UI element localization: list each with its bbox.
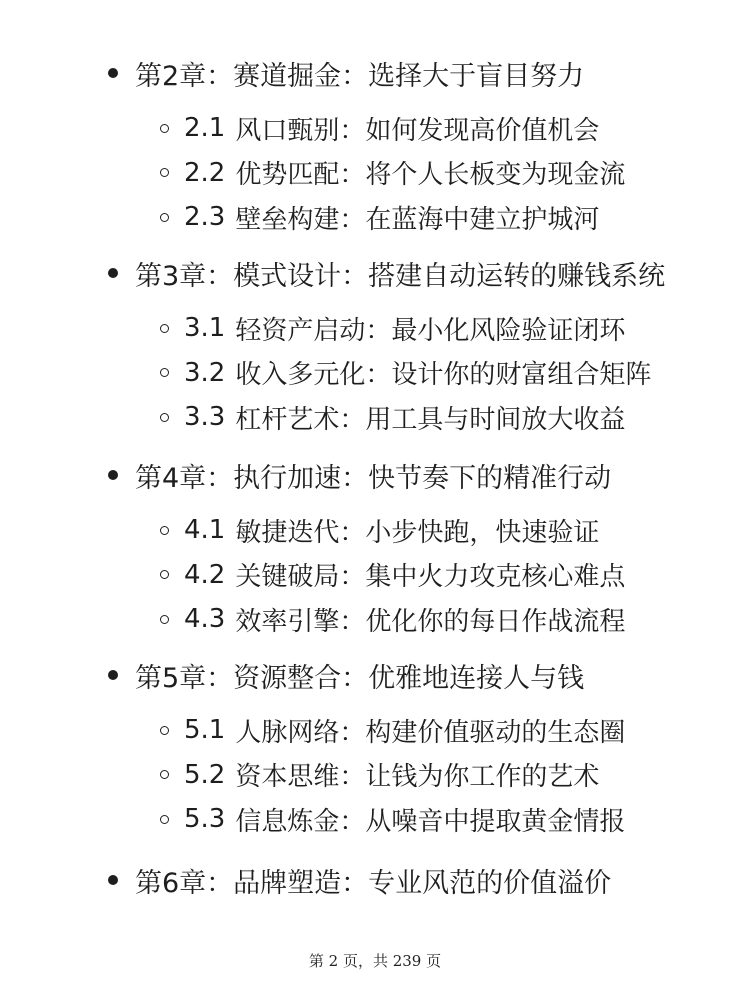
bullet-circle-icon [160, 124, 169, 133]
section-item [160, 755, 599, 795]
chapter-title: 第4章：执行加速：快节奏下的精准行动 [135, 462, 612, 494]
section-number: 4.1 [184, 515, 226, 545]
section-number: 3.1 [184, 313, 226, 343]
section-number: 5.2 [184, 759, 226, 790]
bullet-circle-icon [160, 770, 169, 779]
bullet-circle-icon [160, 526, 169, 535]
section-title: 资本思维：让钱为你工作的艺术 [235, 762, 600, 792]
bullet-circle-icon [160, 324, 169, 333]
chapter-heading [108, 860, 611, 900]
section-title: 杠杆艺术：用工具与时间放大收益 [235, 404, 626, 435]
section-item [160, 799, 625, 839]
bullet-disc-icon [108, 268, 118, 278]
page-number-footer: 第 2 页，共 239 页 [308, 952, 442, 970]
section-title: 信息炼金：从噪音中提取黄金情报 [235, 806, 626, 837]
chapter-heading [108, 455, 611, 495]
section-number: 5.1 [184, 715, 226, 745]
bullet-circle-icon [160, 570, 169, 579]
chapter-heading [108, 655, 584, 695]
chapter-heading [108, 253, 665, 293]
section-item [160, 197, 599, 237]
section-item [160, 308, 625, 348]
chapter-title: 第5章：资源整合：优雅地连接人与钱 [135, 662, 585, 694]
bullet-circle-icon [160, 815, 169, 824]
section-title: 效率引擎：优化你的每日作战流程 [235, 606, 626, 637]
section-title: 敏捷迭代：小步快跑，快速验证 [235, 517, 600, 548]
section-number: 4.3 [184, 604, 226, 634]
chapter-title: 第3章：模式设计：搭建自动运转的赚钱系统 [135, 260, 666, 292]
section-number: 2.2 [184, 157, 226, 188]
section-number: 3.2 [184, 357, 226, 388]
bullet-circle-icon [160, 213, 169, 222]
section-number: 2.1 [184, 113, 226, 143]
bullet-disc-icon [108, 670, 118, 680]
section-item [160, 397, 625, 437]
chapter-title: 第2章：赛道掘金：选择大于盲目努力 [135, 60, 585, 92]
section-item [160, 108, 599, 148]
section-number: 4.2 [184, 559, 226, 590]
section-number: 2.3 [184, 202, 226, 232]
section-title: 壁垒构建：在蓝海中建立护城河 [235, 204, 600, 235]
bullet-disc-icon [108, 68, 118, 78]
section-item [160, 353, 651, 393]
bullet-disc-icon [108, 875, 118, 885]
bullet-circle-icon [160, 615, 169, 624]
chapter-title: 第6章：品牌塑造：专业风范的价值溢价 [135, 867, 612, 899]
bullet-circle-icon [160, 413, 169, 422]
section-number: 3.3 [184, 402, 226, 432]
section-number: 5.3 [184, 804, 226, 834]
bullet-circle-icon [160, 168, 169, 177]
section-title: 优势匹配：将个人长板变为现金流 [235, 160, 626, 190]
section-item [160, 510, 599, 550]
section-item [160, 710, 625, 750]
section-title: 人脉网络：构建价值驱动的生态圈 [235, 717, 626, 748]
section-item [160, 599, 625, 639]
bullet-circle-icon [160, 726, 169, 735]
section-title: 收入多元化：设计你的财富组合矩阵 [235, 360, 652, 390]
bullet-disc-icon [108, 470, 118, 480]
bullet-circle-icon [160, 368, 169, 377]
section-title: 关键破局：集中火力攻克核心难点 [235, 562, 626, 592]
section-title: 风口甄别：如何发现高价值机会 [235, 115, 600, 146]
section-item [160, 555, 625, 595]
section-title: 轻资产启动：最小化风险验证闭环 [235, 315, 626, 346]
section-item [160, 153, 625, 193]
chapter-heading [108, 53, 584, 93]
